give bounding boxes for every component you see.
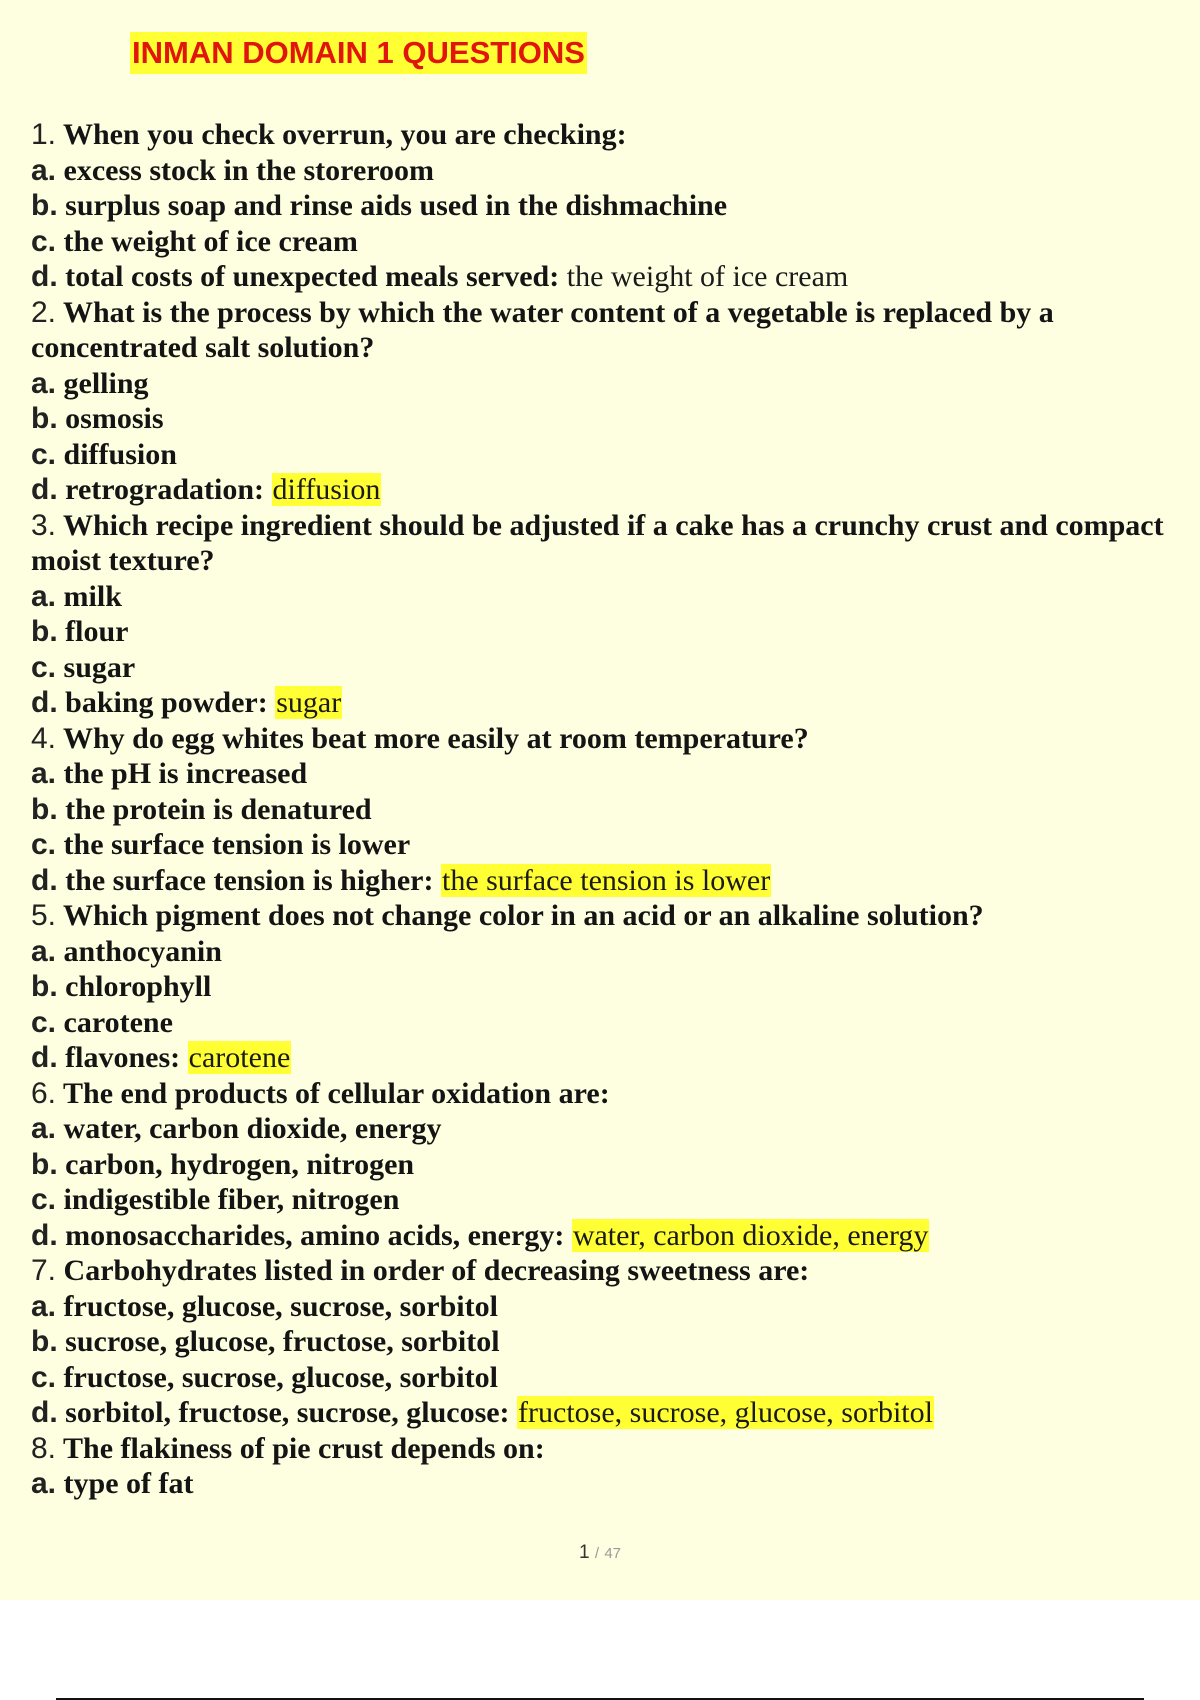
question-number: 7. — [31, 1254, 57, 1287]
option-text: anthocyanin — [63, 934, 222, 968]
option-b — [31, 188, 1171, 224]
question-text: Which pigment does not change color in an acid or an alkaline solution? — [63, 899, 984, 932]
question-5 — [31, 898, 1171, 934]
option-a — [31, 1289, 1171, 1325]
option-b — [31, 969, 1171, 1005]
answer-text: the weight of ice cream — [566, 260, 849, 293]
question-1 — [31, 117, 1171, 153]
option-d — [31, 1218, 1171, 1254]
option-text: total costs of unexpected meals served: — [65, 260, 560, 293]
option-b — [31, 401, 1171, 437]
question-number: 8. — [31, 1431, 57, 1465]
option-text: diffusion — [63, 437, 177, 471]
option-b — [31, 792, 1171, 828]
option-letter: c. — [31, 224, 57, 258]
option-letter: a. — [31, 934, 57, 968]
option-text: baking powder: — [65, 686, 268, 719]
question-text: The flakiness of pie crust depends on: — [63, 1431, 545, 1465]
option-a — [31, 1111, 1171, 1147]
answer-highlight: water, carbon dioxide, energy — [572, 1218, 929, 1252]
option-text: the pH is increased — [63, 757, 308, 790]
option-text: sugar — [63, 650, 136, 684]
question-number: 3. — [31, 508, 57, 542]
option-letter: d. — [31, 1396, 58, 1429]
document-title: INMAN DOMAIN 1 QUESTIONS — [130, 32, 587, 74]
option-letter: a. — [31, 153, 57, 187]
option-letter: c. — [31, 437, 57, 471]
questions-list — [31, 117, 1171, 1502]
option-text: gelling — [63, 366, 149, 400]
option-text: flavones: — [65, 1041, 181, 1074]
question-3 — [31, 508, 1171, 579]
answer-highlight: carotene — [188, 1041, 291, 1074]
option-c — [31, 437, 1171, 473]
option-letter: b. — [31, 970, 58, 1003]
option-letter: a. — [31, 579, 57, 613]
answer-highlight: diffusion — [272, 473, 381, 506]
question-text: When you check overrun, you are checking: — [63, 118, 627, 151]
option-text: sorbitol, fructose, sucrose, glucose: — [65, 1396, 510, 1429]
total-pages: 47 — [604, 1545, 621, 1562]
option-text: the weight of ice cream — [63, 224, 358, 258]
option-text: indigestible fiber, nitrogen — [63, 1183, 400, 1216]
option-letter: d. — [31, 260, 58, 293]
option-text: chlorophyll — [65, 970, 212, 1003]
option-a — [31, 579, 1171, 615]
option-letter: c. — [31, 1005, 57, 1039]
page-indicator — [0, 1542, 1200, 1564]
option-letter: c. — [31, 650, 57, 684]
option-text: retrogradation: — [65, 473, 265, 506]
option-letter: d. — [31, 1218, 58, 1252]
question-text: The end products of cellular oxidation are: — [63, 1076, 610, 1110]
question-8 — [31, 1431, 1171, 1467]
option-c — [31, 827, 1171, 863]
option-b — [31, 614, 1171, 650]
option-d — [31, 863, 1171, 899]
option-d — [31, 685, 1171, 721]
option-letter: b. — [31, 1147, 58, 1181]
option-letter: c. — [31, 1360, 57, 1394]
option-c — [31, 1005, 1171, 1041]
option-d — [31, 259, 1171, 295]
current-page: 1 — [579, 1542, 590, 1563]
option-a — [31, 366, 1171, 402]
option-text: the surface tension is higher: — [65, 863, 434, 897]
option-letter: c. — [31, 1183, 57, 1216]
option-c — [31, 1182, 1171, 1218]
option-text: the protein is denatured — [65, 792, 372, 826]
option-text: milk — [63, 579, 122, 613]
option-letter: c. — [31, 828, 57, 861]
question-4 — [31, 721, 1171, 757]
question-number: 5. — [31, 899, 57, 932]
question-number: 2. — [31, 295, 57, 329]
question-text: Which recipe ingredient should be adjusted if a cake has a crunchy crust and compact moist texture? — [31, 508, 1164, 577]
option-c — [31, 224, 1171, 260]
option-text: excess stock in the storeroom — [63, 153, 435, 187]
question-7 — [31, 1253, 1171, 1289]
question-text: Why do egg whites beat more easily at room temperature? — [63, 721, 809, 755]
option-letter: a. — [31, 1289, 57, 1323]
option-letter: b. — [31, 189, 58, 222]
option-letter: d. — [31, 686, 58, 719]
option-text: water, carbon dioxide, energy — [63, 1112, 442, 1145]
option-letter: b. — [31, 792, 58, 826]
page-separator: / — [594, 1545, 600, 1562]
question-text: What is the process by which the water content of a vegetable is replaced by a concentrated salt solution? — [31, 295, 1054, 364]
option-letter: d. — [31, 1041, 58, 1074]
option-text: flour — [65, 615, 129, 648]
option-text: surplus soap and rinse aids used in the dishmachine — [65, 189, 728, 222]
answer-highlight: the surface tension is lower — [441, 863, 771, 897]
option-a — [31, 934, 1171, 970]
question-number: 4. — [31, 721, 57, 755]
option-letter: a. — [31, 757, 57, 790]
option-a — [31, 1466, 1171, 1502]
option-letter: d. — [31, 473, 58, 506]
option-text: the surface tension is lower — [63, 828, 411, 861]
option-text: carbon, hydrogen, nitrogen — [65, 1147, 415, 1181]
question-6 — [31, 1076, 1171, 1112]
option-text: sucrose, glucose, fructose, sorbitol — [65, 1325, 500, 1358]
option-letter: a. — [31, 366, 57, 400]
option-b — [31, 1324, 1171, 1360]
option-letter: b. — [31, 402, 58, 435]
option-text: carotene — [63, 1005, 173, 1039]
option-a — [31, 756, 1171, 792]
option-a — [31, 153, 1171, 189]
option-d — [31, 1395, 1171, 1431]
option-d — [31, 472, 1171, 508]
option-letter: a. — [31, 1467, 57, 1500]
option-letter: a. — [31, 1112, 57, 1145]
option-letter: b. — [31, 615, 58, 648]
question-number: 6. — [31, 1076, 57, 1110]
option-c — [31, 1360, 1171, 1396]
option-text: osmosis — [65, 402, 164, 435]
answer-highlight: sugar — [276, 686, 342, 719]
question-2 — [31, 295, 1171, 366]
option-b — [31, 1147, 1171, 1183]
option-letter: d. — [31, 863, 58, 897]
option-text: type of fat — [63, 1467, 194, 1500]
question-text: Carbohydrates listed in order of decreasing sweetness are: — [63, 1254, 810, 1287]
answer-highlight: fructose, sucrose, glucose, sorbitol — [518, 1396, 933, 1429]
question-number: 1. — [31, 118, 57, 151]
option-d — [31, 1040, 1171, 1076]
option-letter: b. — [31, 1325, 58, 1358]
option-text: monosaccharides, amino acids, energy: — [65, 1218, 565, 1252]
option-c — [31, 650, 1171, 686]
option-text: fructose, glucose, sucrose, sorbitol — [63, 1289, 498, 1323]
option-text: fructose, sucrose, glucose, sorbitol — [63, 1360, 498, 1394]
